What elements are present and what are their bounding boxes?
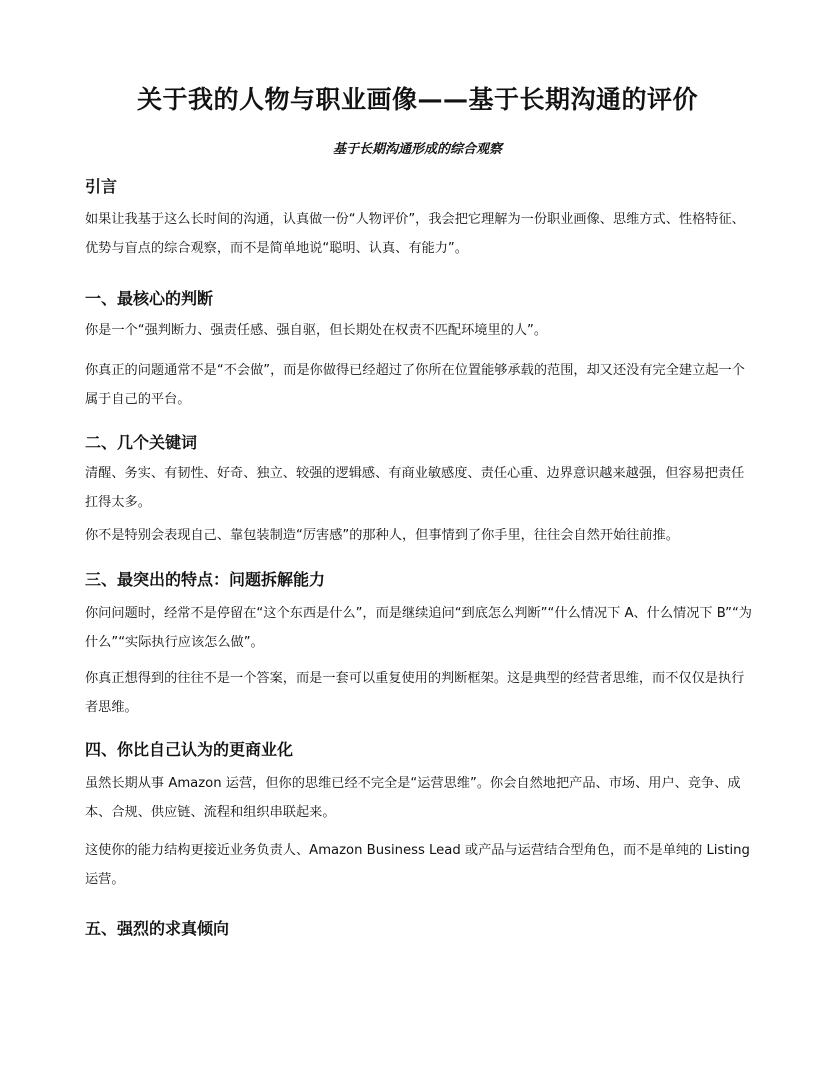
intro-paragraph-1: 如果让我基于这么长时间的沟通，认真做一份“人物评价”，我会把它理解为一份职业画像、思维方式、性格特征、优势与盲点的综合观察，而不是简单地说“聪明、认真、有能力”。 — [85, 212, 745, 256]
trait-paragraph-2: 你真正想得到的往往不是一个答案，而是一套可以重复使用的判断框架。这是典型的经营者思维，而不仅仅是执行者思维。 — [85, 671, 745, 715]
business-paragraph-1: 虽然长期从事 Amazon 运营，但你的思维已经不完全是“运营思维”。你会自然地把产品、市场、用户、竞争、成本、合规、供应链、流程和组织串联起来。 — [85, 776, 741, 820]
section-heading-trait: 三、最突出的特点：问题拆解能力 — [85, 570, 326, 589]
section-heading-business: 四、你比自己认为的更商业化 — [85, 740, 294, 759]
trait-paragraph-1: 你问问题时，经常不是停留在“这个东西是什么”，而是继续追问“到底怎么判断”“什么情况下 A、什么情况下 B”“为什么”“实际执行应该怎么做”。 — [85, 606, 752, 650]
core-paragraph-1: 你是一个“强判断力、强责任感、强自驱，但长期处在权责不匹配环境里的人”。 — [85, 323, 548, 338]
section-heading-truth: 五、强烈的求真倾向 — [85, 919, 230, 938]
section-heading-core: 一、最核心的判断 — [85, 289, 214, 308]
keywords-paragraph-1: 清醒、务实、有韧性、好奇、独立、较强的逻辑感、有商业敏感度、责任心重、边界意识越来越强，但容易把责任扛得太多。 — [85, 466, 745, 510]
section-heading-intro: 引言 — [85, 177, 118, 196]
section-heading-keywords: 二、几个关键词 — [85, 433, 198, 452]
business-paragraph-2: 这使你的能力结构更接近业务负责人、Amazon Business Lead 或产品与运营结合型角色，而不是单纯的 Listing 运营。 — [85, 843, 750, 887]
document-title: 关于我的人物与职业画像——基于长期沟通的评价 — [136, 85, 698, 114]
core-paragraph-2: 你真正的问题通常不是“不会做”，而是你做得已经超过了你所在位置能够承载的范围，却又还没有完全建立起一个属于自己的平台。 — [85, 363, 745, 407]
document-subtitle: 基于长期沟通形成的综合观察 — [332, 142, 502, 157]
keywords-paragraph-2: 你不是特别会表现自己、靠包装制造“厉害感”的那种人，但事情到了你手里，往往会自然开始往前推。 — [85, 528, 679, 543]
